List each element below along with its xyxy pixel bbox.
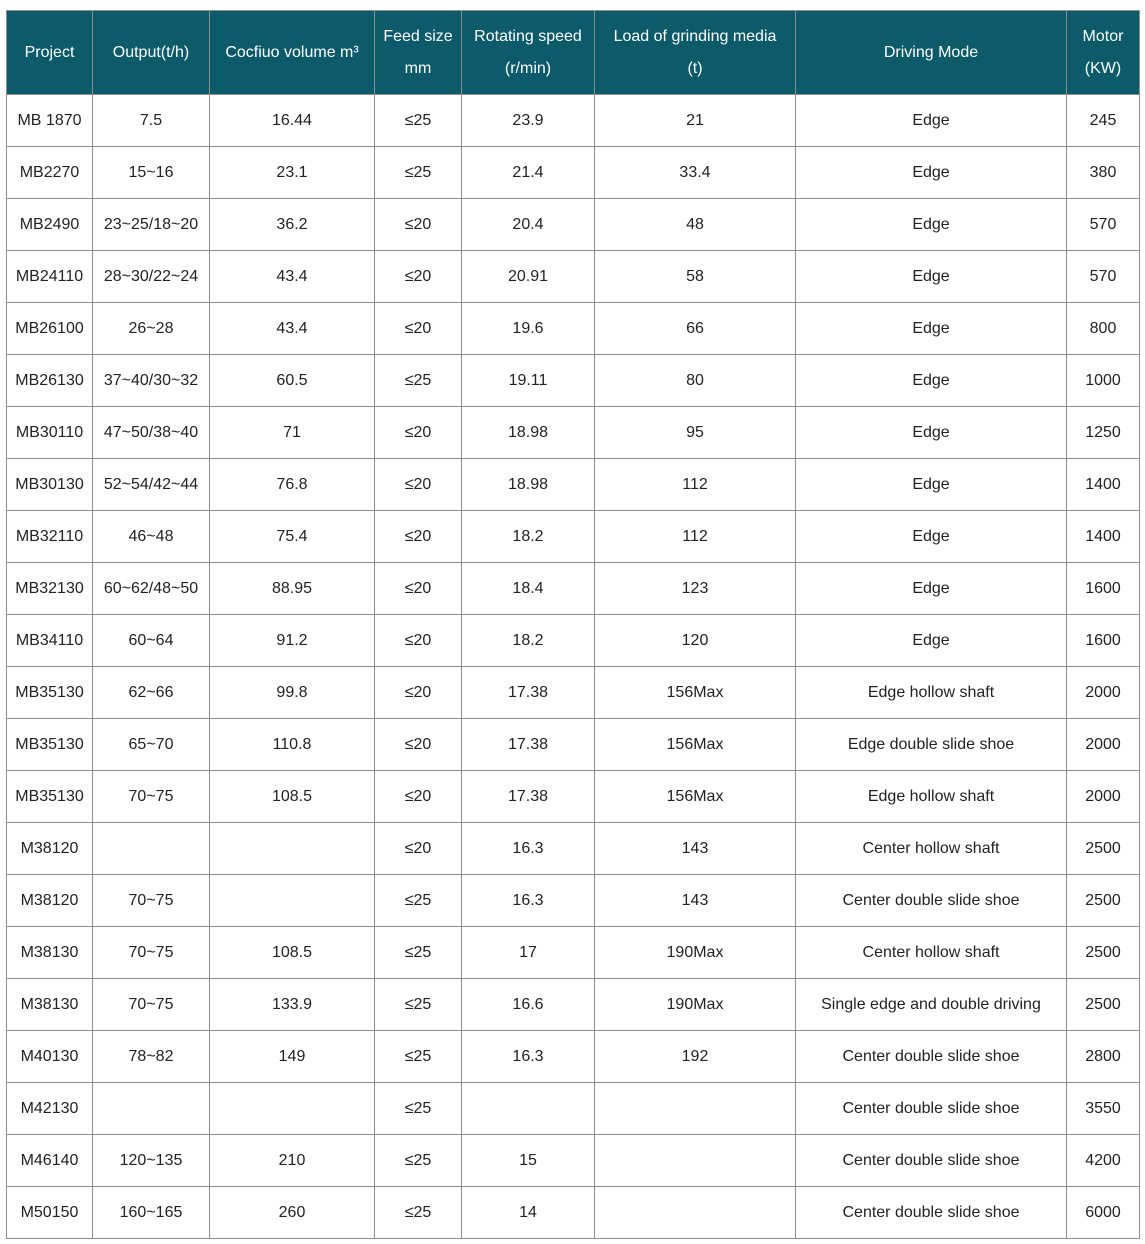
cell-load: 112 xyxy=(595,459,796,511)
column-header-load xyxy=(595,11,796,95)
cell-output: 46~48 xyxy=(93,511,210,563)
cell-load: 66 xyxy=(595,303,796,355)
column-header-motor xyxy=(1067,11,1140,95)
cell-project: M38120 xyxy=(7,823,93,875)
cell-speed: 20.91 xyxy=(462,251,595,303)
cell-output: 60~64 xyxy=(93,615,210,667)
cell-drive: Edge hollow shaft xyxy=(796,667,1067,719)
cell-volume xyxy=(210,1083,375,1135)
cell-output: 70~75 xyxy=(93,875,210,927)
cell-output: 23~25/18~20 xyxy=(93,199,210,251)
cell-project: M38120 xyxy=(7,875,93,927)
table-body xyxy=(7,95,1140,1239)
column-header-line: Feed size xyxy=(383,27,453,45)
cell-feed: ≤20 xyxy=(375,667,462,719)
cell-volume: 36.2 xyxy=(210,199,375,251)
cell-motor: 1000 xyxy=(1067,355,1140,407)
cell-volume: 75.4 xyxy=(210,511,375,563)
cell-output xyxy=(93,1083,210,1135)
cell-volume: 16.44 xyxy=(210,95,375,147)
cell-drive: Center double slide shoe xyxy=(796,1135,1067,1187)
cell-output: 70~75 xyxy=(93,927,210,979)
spec-table-container xyxy=(6,10,1140,1239)
cell-feed: ≤25 xyxy=(375,1031,462,1083)
cell-motor: 4200 xyxy=(1067,1135,1140,1187)
cell-speed: 17.38 xyxy=(462,667,595,719)
cell-drive: Center double slide shoe xyxy=(796,875,1067,927)
cell-speed: 17 xyxy=(462,927,595,979)
cell-volume: 91.2 xyxy=(210,615,375,667)
cell-load: 112 xyxy=(595,511,796,563)
cell-output: 28~30/22~24 xyxy=(93,251,210,303)
cell-project: M38130 xyxy=(7,979,93,1031)
cell-motor: 2000 xyxy=(1067,771,1140,823)
cell-motor: 1600 xyxy=(1067,615,1140,667)
table-row xyxy=(7,927,1140,979)
cell-motor: 800 xyxy=(1067,303,1140,355)
cell-feed: ≤25 xyxy=(375,979,462,1031)
table-row xyxy=(7,355,1140,407)
cell-feed: ≤25 xyxy=(375,1187,462,1239)
cell-feed: ≤20 xyxy=(375,511,462,563)
column-header-line: Project xyxy=(24,43,75,61)
cell-speed: 23.9 xyxy=(462,95,595,147)
cell-drive: Center hollow shaft xyxy=(796,823,1067,875)
cell-speed: 15 xyxy=(462,1135,595,1187)
table-row xyxy=(7,199,1140,251)
cell-feed: ≤20 xyxy=(375,615,462,667)
cell-feed: ≤25 xyxy=(375,355,462,407)
cell-speed: 18.4 xyxy=(462,563,595,615)
cell-output: 62~66 xyxy=(93,667,210,719)
cell-feed: ≤20 xyxy=(375,771,462,823)
table-row xyxy=(7,251,1140,303)
column-header-line: mm xyxy=(404,59,432,77)
table-row xyxy=(7,459,1140,511)
header-row xyxy=(7,11,1140,95)
cell-project: M42130 xyxy=(7,1083,93,1135)
cell-feed: ≤20 xyxy=(375,303,462,355)
cell-motor: 570 xyxy=(1067,251,1140,303)
cell-feed: ≤20 xyxy=(375,407,462,459)
table-row xyxy=(7,1083,1140,1135)
cell-feed: ≤25 xyxy=(375,875,462,927)
cell-drive: Edge xyxy=(796,147,1067,199)
cell-feed: ≤25 xyxy=(375,1135,462,1187)
table-row xyxy=(7,563,1140,615)
cell-volume xyxy=(210,823,375,875)
cell-load: 156Max xyxy=(595,667,796,719)
cell-load: 190Max xyxy=(595,979,796,1031)
cell-motor: 2500 xyxy=(1067,875,1140,927)
cell-motor: 2800 xyxy=(1067,1031,1140,1083)
cell-output: 37~40/30~32 xyxy=(93,355,210,407)
cell-volume: 71 xyxy=(210,407,375,459)
cell-feed: ≤20 xyxy=(375,251,462,303)
cell-load xyxy=(595,1083,796,1135)
cell-feed: ≤25 xyxy=(375,95,462,147)
table-row xyxy=(7,147,1140,199)
cell-drive: Edge hollow shaft xyxy=(796,771,1067,823)
cell-feed: ≤20 xyxy=(375,823,462,875)
cell-project: MB24110 xyxy=(7,251,93,303)
cell-motor: 2000 xyxy=(1067,667,1140,719)
cell-motor: 3550 xyxy=(1067,1083,1140,1135)
cell-load: 143 xyxy=(595,823,796,875)
cell-drive: Center hollow shaft xyxy=(796,927,1067,979)
table-row xyxy=(7,771,1140,823)
cell-project: MB30110 xyxy=(7,407,93,459)
cell-project: MB26130 xyxy=(7,355,93,407)
cell-output: 60~62/48~50 xyxy=(93,563,210,615)
cell-project: MB2490 xyxy=(7,199,93,251)
cell-volume: 23.1 xyxy=(210,147,375,199)
column-header-drive xyxy=(796,11,1067,95)
cell-volume: 260 xyxy=(210,1187,375,1239)
column-header-line: Cocfiuo volume m³ xyxy=(225,43,359,61)
cell-volume: 43.4 xyxy=(210,251,375,303)
cell-speed: 19.11 xyxy=(462,355,595,407)
cell-load xyxy=(595,1187,796,1239)
cell-project: MB32130 xyxy=(7,563,93,615)
cell-output: 47~50/38~40 xyxy=(93,407,210,459)
cell-volume: 108.5 xyxy=(210,927,375,979)
cell-drive: Center double slide shoe xyxy=(796,1083,1067,1135)
column-header-line: Rotating speed xyxy=(474,27,582,45)
cell-drive: Single edge and double driving xyxy=(796,979,1067,1031)
cell-load: 192 xyxy=(595,1031,796,1083)
cell-drive: Edge xyxy=(796,511,1067,563)
cell-output xyxy=(93,823,210,875)
cell-output: 70~75 xyxy=(93,979,210,1031)
cell-drive: Edge xyxy=(796,459,1067,511)
cell-motor: 2500 xyxy=(1067,927,1140,979)
cell-project: MB35130 xyxy=(7,771,93,823)
cell-drive: Edge xyxy=(796,199,1067,251)
table-row xyxy=(7,1031,1140,1083)
cell-load: 143 xyxy=(595,875,796,927)
cell-motor: 380 xyxy=(1067,147,1140,199)
ball-mill-spec-table xyxy=(6,10,1140,1239)
column-header-output xyxy=(93,11,210,95)
cell-volume: 88.95 xyxy=(210,563,375,615)
cell-feed: ≤20 xyxy=(375,719,462,771)
cell-motor: 6000 xyxy=(1067,1187,1140,1239)
cell-volume: 43.4 xyxy=(210,303,375,355)
cell-motor: 2000 xyxy=(1067,719,1140,771)
table-row xyxy=(7,407,1140,459)
cell-drive: Edge xyxy=(796,615,1067,667)
column-header-project xyxy=(7,11,93,95)
cell-speed: 18.2 xyxy=(462,511,595,563)
cell-project: MB35130 xyxy=(7,719,93,771)
cell-volume: 110.8 xyxy=(210,719,375,771)
table-row xyxy=(7,719,1140,771)
table-row xyxy=(7,511,1140,563)
table-row xyxy=(7,667,1140,719)
cell-speed xyxy=(462,1083,595,1135)
cell-project: M46140 xyxy=(7,1135,93,1187)
cell-drive: Center double slide shoe xyxy=(796,1031,1067,1083)
cell-speed: 17.38 xyxy=(462,719,595,771)
cell-speed: 19.6 xyxy=(462,303,595,355)
cell-output: 52~54/42~44 xyxy=(93,459,210,511)
cell-motor: 1400 xyxy=(1067,459,1140,511)
cell-speed: 16.3 xyxy=(462,1031,595,1083)
cell-feed: ≤25 xyxy=(375,147,462,199)
cell-speed: 20.4 xyxy=(462,199,595,251)
cell-project: MB 1870 xyxy=(7,95,93,147)
cell-speed: 21.4 xyxy=(462,147,595,199)
cell-output: 26~28 xyxy=(93,303,210,355)
cell-load: 33.4 xyxy=(595,147,796,199)
table-row xyxy=(7,823,1140,875)
cell-drive: Edge xyxy=(796,355,1067,407)
table-row xyxy=(7,1187,1140,1239)
column-header-line: (r/min) xyxy=(504,59,552,77)
column-header-speed xyxy=(462,11,595,95)
cell-output: 70~75 xyxy=(93,771,210,823)
cell-speed: 16.3 xyxy=(462,875,595,927)
cell-load: 80 xyxy=(595,355,796,407)
cell-load: 21 xyxy=(595,95,796,147)
column-header-line: Driving Mode xyxy=(883,43,979,61)
cell-load: 58 xyxy=(595,251,796,303)
cell-motor: 1400 xyxy=(1067,511,1140,563)
column-header-line: (t) xyxy=(687,59,703,77)
cell-output: 120~135 xyxy=(93,1135,210,1187)
cell-output: 7.5 xyxy=(93,95,210,147)
cell-load: 48 xyxy=(595,199,796,251)
table-row xyxy=(7,1135,1140,1187)
cell-volume xyxy=(210,875,375,927)
cell-speed: 16.6 xyxy=(462,979,595,1031)
cell-speed: 18.98 xyxy=(462,459,595,511)
table-row xyxy=(7,95,1140,147)
cell-drive: Center double slide shoe xyxy=(796,1187,1067,1239)
cell-project: MB35130 xyxy=(7,667,93,719)
cell-feed: ≤25 xyxy=(375,927,462,979)
cell-volume: 210 xyxy=(210,1135,375,1187)
cell-drive: Edge xyxy=(796,95,1067,147)
cell-project: MB2270 xyxy=(7,147,93,199)
cell-load: 156Max xyxy=(595,771,796,823)
cell-speed: 18.2 xyxy=(462,615,595,667)
column-header-line: Output(t/h) xyxy=(112,43,190,61)
cell-speed: 16.3 xyxy=(462,823,595,875)
column-header-line: (KW) xyxy=(1084,59,1122,77)
cell-load: 120 xyxy=(595,615,796,667)
cell-load: 190Max xyxy=(595,927,796,979)
cell-drive: Edge xyxy=(796,563,1067,615)
cell-motor: 245 xyxy=(1067,95,1140,147)
cell-motor: 2500 xyxy=(1067,823,1140,875)
cell-output: 15~16 xyxy=(93,147,210,199)
cell-project: MB34110 xyxy=(7,615,93,667)
cell-speed: 18.98 xyxy=(462,407,595,459)
table-row xyxy=(7,615,1140,667)
cell-volume: 76.8 xyxy=(210,459,375,511)
table-row xyxy=(7,979,1140,1031)
cell-speed: 17.38 xyxy=(462,771,595,823)
table-row xyxy=(7,875,1140,927)
cell-project: MB26100 xyxy=(7,303,93,355)
cell-load: 95 xyxy=(595,407,796,459)
table-header xyxy=(7,11,1140,95)
table-row xyxy=(7,303,1140,355)
cell-volume: 133.9 xyxy=(210,979,375,1031)
column-header-feed xyxy=(375,11,462,95)
cell-motor: 1600 xyxy=(1067,563,1140,615)
cell-drive: Edge xyxy=(796,251,1067,303)
cell-volume: 99.8 xyxy=(210,667,375,719)
cell-feed: ≤25 xyxy=(375,1083,462,1135)
cell-volume: 60.5 xyxy=(210,355,375,407)
cell-volume: 149 xyxy=(210,1031,375,1083)
cell-project: M40130 xyxy=(7,1031,93,1083)
cell-output: 65~70 xyxy=(93,719,210,771)
column-header-line: Motor xyxy=(1082,27,1124,45)
cell-load: 123 xyxy=(595,563,796,615)
cell-output: 78~82 xyxy=(93,1031,210,1083)
cell-project: MB30130 xyxy=(7,459,93,511)
cell-motor: 2500 xyxy=(1067,979,1140,1031)
column-header-volume xyxy=(210,11,375,95)
cell-feed: ≤20 xyxy=(375,563,462,615)
cell-motor: 1250 xyxy=(1067,407,1140,459)
cell-motor: 570 xyxy=(1067,199,1140,251)
cell-feed: ≤20 xyxy=(375,199,462,251)
cell-feed: ≤20 xyxy=(375,459,462,511)
column-header-line: Load of grinding media xyxy=(613,27,777,45)
cell-project: MB32110 xyxy=(7,511,93,563)
cell-load xyxy=(595,1135,796,1187)
cell-output: 160~165 xyxy=(93,1187,210,1239)
cell-drive: Edge xyxy=(796,303,1067,355)
cell-load: 156Max xyxy=(595,719,796,771)
cell-drive: Edge double slide shoe xyxy=(796,719,1067,771)
cell-project: M50150 xyxy=(7,1187,93,1239)
cell-speed: 14 xyxy=(462,1187,595,1239)
cell-drive: Edge xyxy=(796,407,1067,459)
cell-project: M38130 xyxy=(7,927,93,979)
cell-volume: 108.5 xyxy=(210,771,375,823)
